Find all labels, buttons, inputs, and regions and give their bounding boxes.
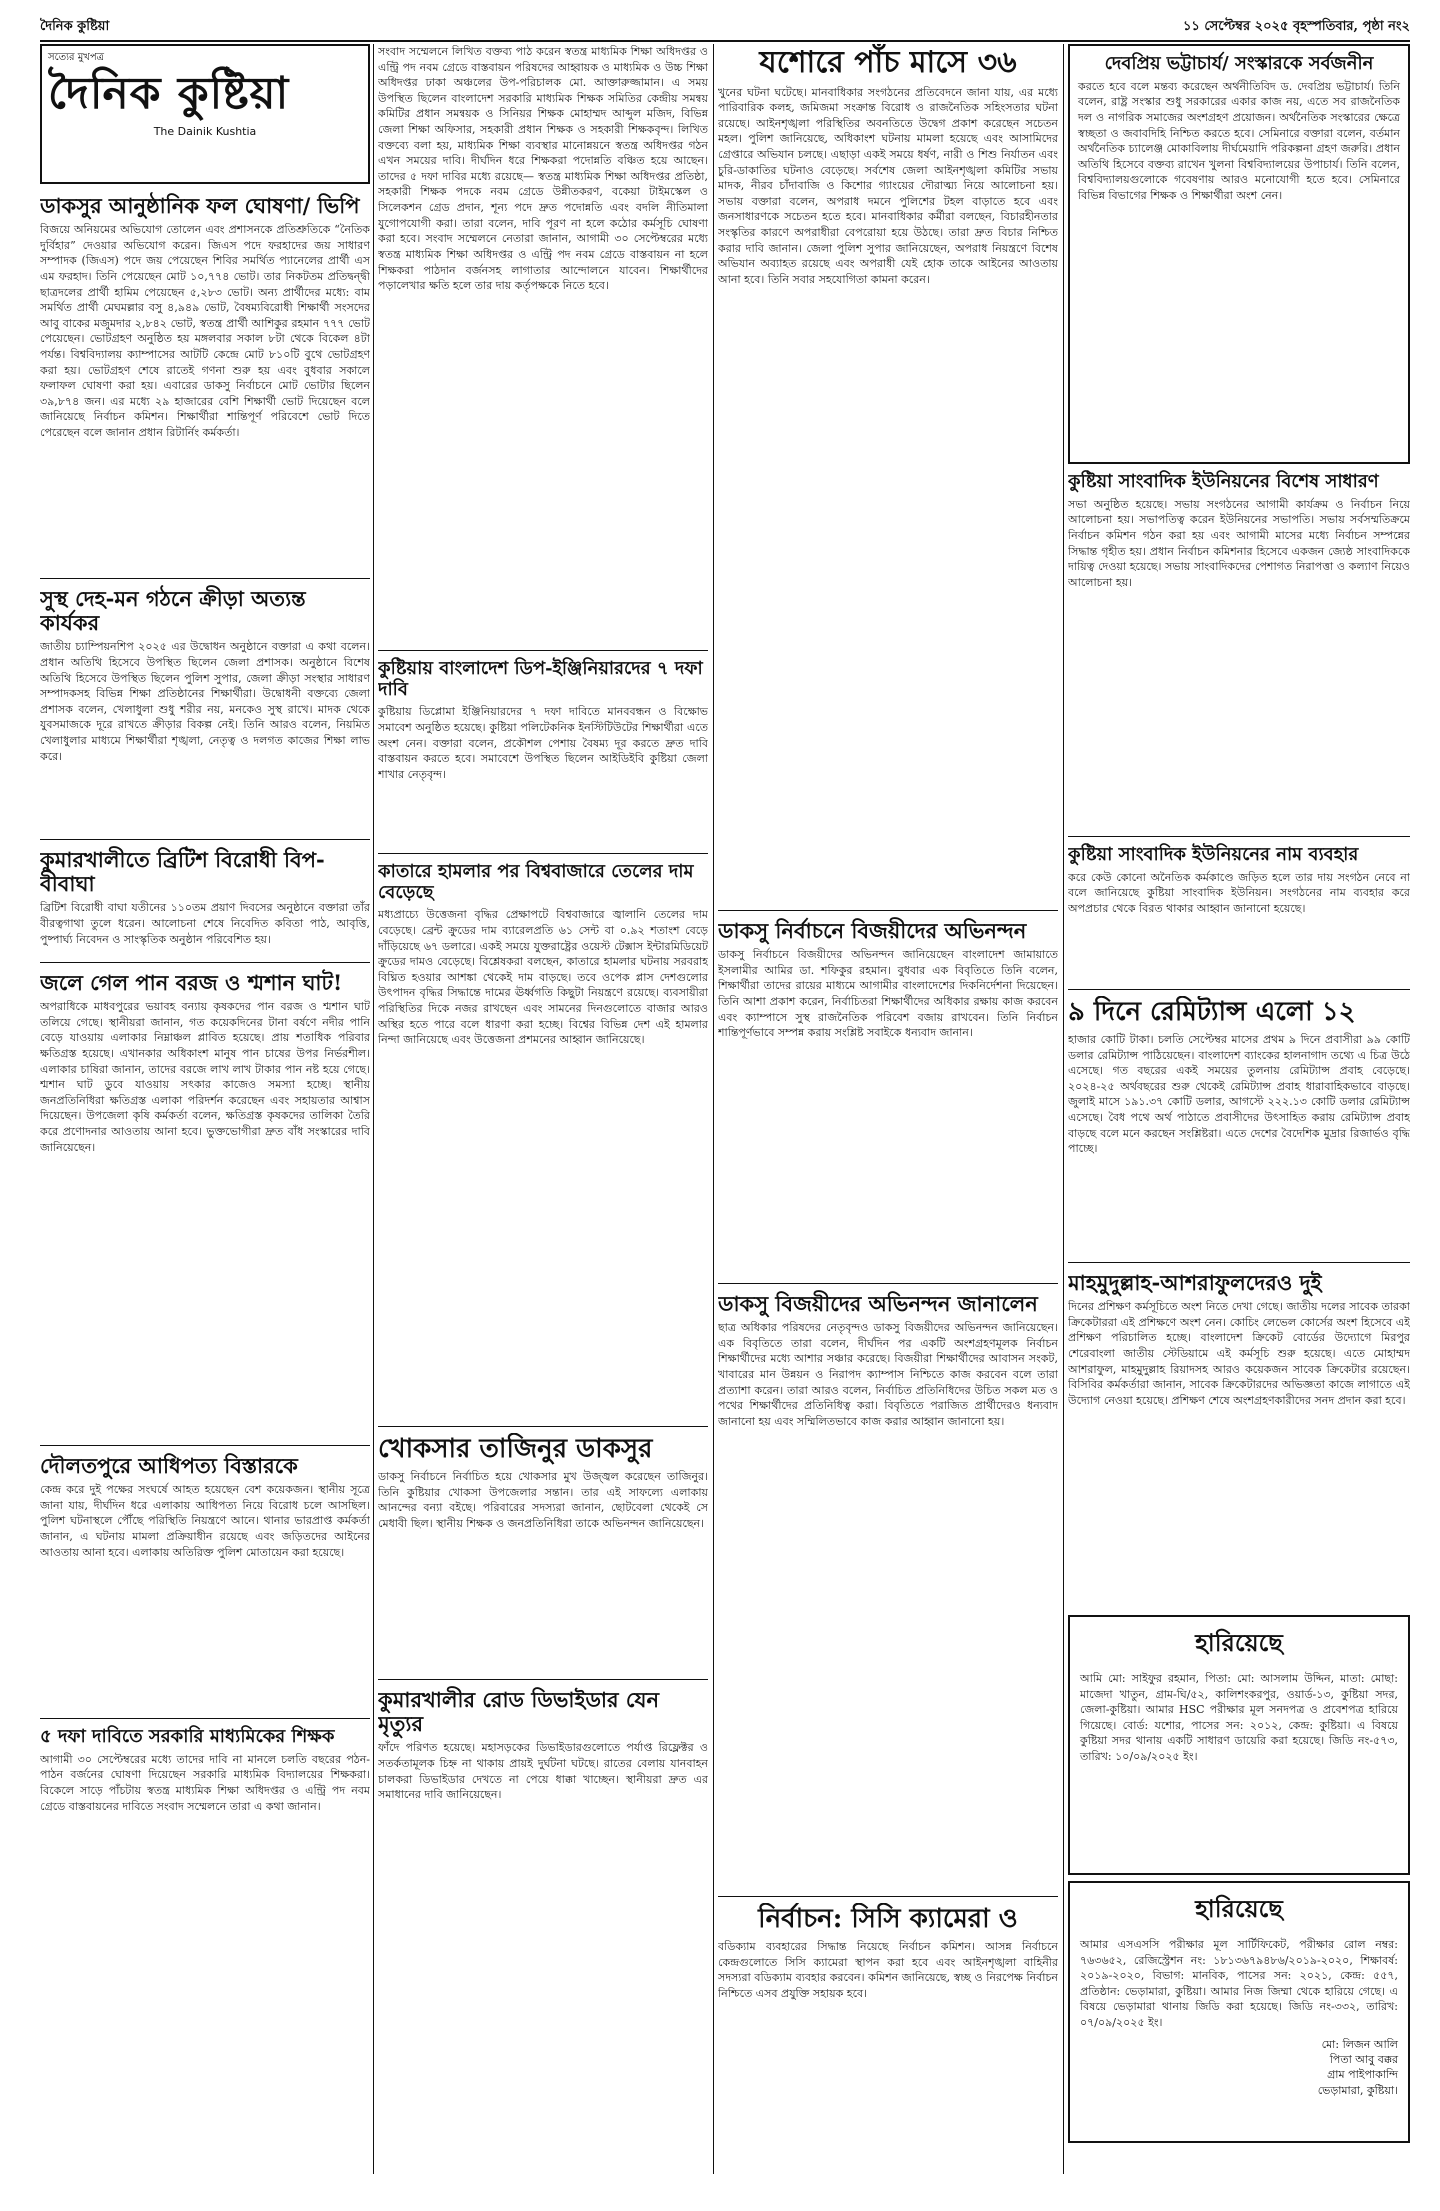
article-body: সভা অনুষ্ঠিত হয়েছে। সভায় সংগঠনের আগামী কার্যক্রম ও নির্বাচন নিয়ে আলোচনা হয়। সভাপতিত্ব করেন ইউনিয়নের সভাপতি। সভায় সর্বসম্মতিক্রমে নির্বাচন কমিশন গঠন করা হয় এবং আগামী মাসের মধ্যে নির্বাচন সম্পন্নের সিদ্ধান্ত গৃহীত হয়। প্রধান নির্বাচন কমিশনার হিসেবে একজন জ্যেষ্ঠ সাংবাদিককে দায়িত্ব দেওয়া হয়েছে। সভায় সাংবাদিকদের পেশাগত নিরাপত্তা ও কল্যাণ নিয়েও আলোচনা হয়। (1068, 497, 1410, 589)
headline: ডাকসুর আনুষ্ঠানিক ফল ঘোষণা/ ভিপি (40, 193, 360, 218)
divider (378, 853, 708, 854)
headline: কুমারখালীতে ব্রিটিশ বিরোধী বিপ-বীবাঘা (40, 847, 325, 897)
article-health (40, 585, 370, 833)
column-2 (378, 44, 708, 1932)
headline: ডাকসু বিজয়ীদের অভিনন্দন জানালেন (718, 1291, 1038, 1316)
masthead-title: দৈনিক কুষ্টিয়া (48, 68, 290, 119)
divider (1068, 836, 1410, 837)
article-road-divider (378, 1686, 708, 1926)
article-body: সংবাদ সম্মেলনে লিখিত বক্তব্য পাঠ করেন স্বতন্ত্র মাধ্যমিক শিক্ষা অধিদপ্তর ও এন্ট্রি পদ নবম গ্রেডে বাস্তবায়ন পরিষদের আহ্বায়ক ও মাধ্যমিক ও উচ্চ শিক্ষা অধিদপ্তর ঢাকা অঞ্চলের উপ-পরিচালক মো. আক্তারুজ্জামান। এ সময় উপস্থিত ছিলেন বাংলাদেশ সরকারি মাধ্যমিক শিক্ষক সমিতির কেন্দ্রীয় সমন্বয় কমিটির প্রধান সমন্বয়ক ও সিনিয়র শিক্ষক মোহাম্মদ আব্দুল মজিদ, বিভিন্ন জেলা শিক্ষা অফিসার, সহকারী প্রধান শিক্ষক ও সহকারী শিক্ষকবৃন্দ। লিখিত বক্তব্যে বলা হয়, মাধ্যমিক শিক্ষা ব্যবস্থার মানোন্নয়নে স্বতন্ত্র অধিদপ্তর গঠন এখন সময়ের দাবি। দীর্ঘদিন ধরে শিক্ষকরা পদোন্নতি বঞ্চিত হয়ে আছেন। তাদের ৫ দফা দাবির মধ্যে রয়েছে— স্বতন্ত্র মাধ্যমিক শিক্ষা অধিদপ্তর প্রতিষ্ঠা, সহকারী শিক্ষক পদকে নবম গ্রেডে উন্নীতকরণ, বকেয়া টাইমস্কেল ও সিলেকশন গ্রেড প্রদান, শূন্য পদে দ্রুত পদোন্নতি এবং বদলি নীতিমালা যুগোপযোগী করা। তারা বলেন, দাবি পূরণ না হলে কঠোর কর্মসূচি ঘোষণা করা হবে। সংবাদ সম্মেলনে নেতারা জানান, আগামী ৩০ সেপ্টেম্বরের মধ্যে স্বতন্ত্র মাধ্যমিক শিক্ষা অধিদপ্তর ও এন্ট্রি পদ নবম গ্রেডে বাস্তবায়ন না হলে শিক্ষকরা পাঠদান বর্জনসহ লাগাতার আন্দোলনে যাবেন। শিক্ষার্থীদের পড়ালেখার ক্ষতি হলে তার দায় কর্তৃপক্ষকে নিতে হবে। (378, 45, 708, 293)
article-body: ছাত্র অধিকার পরিষদের নেতৃবৃন্দও ডাকসু বিজয়ীদের অভিনন্দন জানিয়েছেন। এক বিবৃতিতে তারা বলেন, দীর্ঘদিন পর একটি অংশগ্রহণমূলক নির্বাচন শিক্ষার্থীদের মধ্যে আশার সঞ্চার করেছে। বিজয়ীরা শিক্ষার্থীদের আবাসন সংকট, খাবারের মান উন্নয়ন ও নিরাপদ ক্যাম্পাস নিশ্চিতে কাজ করবেন বলে তারা প্রত্যাশা করেন। তারা আরও বলেন, নির্বাচিত প্রতিনিধিদের উচিত সকল মত ও পথের শিক্ষার্থীদের প্রতিনিধিত্ব করা। বিবৃতিতে পরাজিত প্রার্থীদেরও ধন্যবাদ জানানো হয় এবং সম্মিলিতভাবে কাজ করার আহ্বান জানানো হয়। (718, 1321, 1058, 1428)
headline: কুষ্টিয়ায় বাংলাদেশ ডিপ-ইঞ্জিনিয়ারদের ৭ দফা দাবি (378, 658, 703, 700)
divider (40, 839, 370, 840)
article-khoksa (378, 1433, 708, 1673)
article-flood (40, 969, 370, 1439)
column-1 (40, 44, 370, 1911)
divider (40, 578, 370, 579)
headline: ৫ দফা দাবিতে সরকারি মাধ্যমিকের শিক্ষক (40, 1726, 335, 1747)
article-body: কেন্দ্র করে দুই পক্ষের সংঘর্ষে আহত হয়েছেন বেশ কয়েকজন। স্থানীয় সূত্রে জানা যায়, দীর্ঘদিন ধরে এলাকায় আধিপত্য নিয়ে বিরোধ চলে আসছিল। পুলিশ ঘটনাস্থলে পৌঁছে পরিস্থিতি নিয়ন্ত্রণে আনে। থানার ভারপ্রাপ্ত কর্মকর্তা জানান, এ ঘটনায় মামলা প্রক্রিয়াধীন রয়েছে এবং জড়িতদের আইনের আওতায় আনা হবে। এলাকায় অতিরিক্ত পুলিশ মোতায়েন করা হয়েছে। (40, 1483, 370, 1559)
article-jessore (718, 44, 1058, 904)
headline: ডাকসু নির্বাচনে বিজয়ীদের অভিনন্দন (718, 918, 1027, 943)
classified-body: আমি মো: সাইফুর রহমান, পিতা: মো: আসলাম উদ্দিন, মাতা: মোছা: মাজেদা খাতুন, গ্রাম-ঘি/৫২, কালিশংকরপুর, ওয়ার্ড-১৩, কুষ্টিয়া সদর, জেলা-কুষ্টিয়া। আমার HSC পরীক্ষার মূল সনদপত্র ও প্রবেশপত্র হারিয়ে গিয়েছে। বোর্ড: যশোর, পাসের সন: ২০১২, কেন্দ্র: কুষ্টিয়া। এ বিষয়ে কুষ্টিয়া সদর থানায় একটি সাধারণ ডায়েরি করা হয়েছে। জিডি নং-৫৭৩, তারিখ: ১০/০৯/২০২৫ ইং। (1080, 1672, 1398, 1764)
article-body: ব্রিটিশ বিরোধী বাঘা যতীনের ১১০তম প্রয়াণ দিবসের অনুষ্ঠানে বক্তারা তাঁর বীরত্বগাথা তুলে ধরেন। আলোচনা শেষে নিবেদিত কবিতা পাঠ, আবৃত্তি, পুষ্পার্ঘ্য নিবেদন ও সাংস্কৃতিক অনুষ্ঠান পরিবেশিত হয়। (40, 901, 370, 946)
headline: দৌলতপুরে আধিপত্য বিস্তারকে (40, 1453, 298, 1478)
classified-signature: মো: লিজন আলি পিতা আবু বক্কর গ্রাম পাইপাকান্দি ভেড়ামারা, কুষ্টিয়া। (1317, 2037, 1398, 2097)
article-body: করে কেউ কোনো অনৈতিক কর্মকাণ্ডে জড়িত হলে তার দায় সংগঠন নেবে না বলে জানিয়েছে কুষ্টিয়া সাংবাদিক ইউনিয়ন। সংগঠনের নাম ব্যবহার করে অপপ্রচার থেকে বিরত থাকার আহ্বান জানানো হয়েছে। (1068, 870, 1410, 915)
headline: দেবপ্রিয় ভট্টাচার্য/ সংস্কারকে সর্বজনীন (1104, 53, 1374, 74)
article-remittance (1068, 996, 1410, 1256)
article-body: ফাঁদে পরিণত হয়েছে। মহাসড়কের ডিভাইডারগুলোতে পর্যাপ্ত রিফ্লেক্টর ও সতর্কতামূলক চিহ্ন না থাকায় প্রায়ই দুর্ঘটনা ঘটছে। রাতের বেলায় যানবাহন চালকরা ডিভাইডার দেখতে না পেয়ে ধাক্কা খাচ্ছেন। স্থানীয়রা দ্রুত এর সমাধানের দাবি জানিয়েছেন। (378, 1741, 708, 1802)
article-body: অপরাধিকে মাধবপুরের ভয়াবহ বন্যায় কৃষকদের পান বরজ ও শ্মশান ঘাট তলিয়ে গেছে। স্থানীয়রা জানান, গত কয়েকদিনের টানা বর্ষণে নদীর পানি বেড়ে যাওয়ায় এলাকার নিম্নাঞ্চল প্লাবিত হয়েছে। প্রায় শতাধিক পরিবার ক্ষতিগ্রস্ত হয়েছে। এখানকার অধিকাংশ মানুষ পান চাষের উপর নির্ভরশীল। এলাকার চাষিরা জানান, তাদের বরজে লাখ লাখ টাকার পান নষ্ট হয়ে গেছে। শ্মশান ঘাট ডুবে যাওয়ায় সৎকার কাজেও সমস্যা হচ্ছে। স্থানীয় জনপ্রতিনিধিরা ক্ষতিগ্রস্ত এলাকা পরিদর্শন করেছেন এবং সহায়তার আশ্বাস দিয়েছেন। উপজেলা কৃষি কর্মকর্তা বলেন, ক্ষতিগ্রস্ত কৃষকদের তালিকা তৈরি করে প্রণোদনার আওতায় আনা হবে। ভুক্তভোগীরা দ্রুত বাঁধ সংস্কারের দাবি জানিয়েছেন। (40, 1000, 370, 1154)
masthead (40, 44, 370, 184)
classified-lost-1 (1068, 1615, 1410, 1875)
article-devpriya (1068, 44, 1410, 464)
headline: কুষ্টিয়া সাংবাদিক ইউনিয়নের নাম ব্যবহার (1068, 844, 1359, 865)
article-body: করতে হবে বলে মন্তব্য করেছেন অর্থনীতিবিদ ড. দেবপ্রিয় ভট্টাচার্য। তিনি বলেন, রাষ্ট্র সংস্কার শুধু সরকারের একার কাজ নয়, এতে সব রাজনৈতিক দল ও নাগরিক সমাজের অংশগ্রহণ প্রয়োজন। অর্থনৈতিক সংস্কারের ক্ষেত্রে স্বচ্ছতা ও জবাবদিহি নিশ্চিত করতে হবে। সেমিনারে বক্তারা বলেন, বর্তমান অর্থনৈতিক চ্যালেঞ্জ মোকাবিলায় দীর্ঘমেয়াদি পরিকল্পনা গ্রহণ জরুরি। প্রধান অতিথি হিসেবে বক্তব্য রাখেন খুলনা বিশ্ববিদ্যালয়ের উপাচার্য। তিনি বলেন, বিশ্ববিদ্যালয়গুলোকে গবেষণায় আরও মনোযোগী হতে হবে। সেমিনারে বিভিন্ন বিভাগের শিক্ষক ও শিক্ষার্থীরা অংশ নেন। (1078, 79, 1400, 202)
article-kumarkhali-british (40, 846, 370, 956)
headline: কাতারে হামলার পর বিশ্ববাজারে তেলের দাম বেড়েছে (378, 861, 694, 903)
article-journalists-name (1068, 843, 1410, 983)
article-body: খুনের ঘটনা ঘটেছে। মানবাধিকার সংগঠনের প্রতিবেদনে জানা যায়, এর মধ্যে পারিবারিক কলহ, জমিজমা সংক্রান্ত বিরোধ ও রাজনৈতিক সহিংসতার ঘটনা রয়েছে। আইনশৃঙ্খলা পরিস্থিতির অবনতিতে উদ্বেগ প্রকাশ করেছেন সচেতন মহল। পুলিশ জানিয়েছে, অধিকাংশ ঘটনায় মামলা হয়েছে এবং আসামিদের গ্রেপ্তারে অভিযান চলছে। এছাড়া একই সময়ে ধর্ষণ, নারী ও শিশু নির্যাতন এবং চুরি-ডাকাতির ঘটনাও বেড়েছে। সর্বশেষ জেলা আইনশৃঙ্খলা কমিটির সভায় মাদক, নীরব চাঁদাবাজি ও কিশোর গ্যাংয়ের দৌরাত্ম্য নিয়ে আলোচনা হয়। সভায় বক্তারা বলেন, অপরাধ দমনে পুলিশের টহল বাড়াতে হবে এবং জনসাধারণকে সচেতন হতে হবে। মানবাধিকার কর্মীরা বলছেন, বিচারহীনতার সংস্কৃতির কারণে অপরাধীরা বেপরোয়া হয়ে উঠছে। তারা দ্রুত বিচার নিশ্চিত করার দাবি জানান। জেলা পুলিশ সুপার জানিয়েছেন, অপরাধ নিয়ন্ত্রণে বিশেষ অভিযান অব্যাহত রয়েছে এবং অপরাধী যেই হোক তাকে আইনের আওতায় আনা হবে। তিনি সবার সহযোগিতা কামনা করেন। (718, 85, 1058, 286)
article-journalists-meeting (1068, 470, 1410, 830)
article-body: বডিক্যাম ব্যবহারের সিদ্ধান্ত নিয়েছে নির্বাচন কমিশন। আসন্ন নির্বাচনে কেন্দ্রগুলোতে সিসি ক্যামেরা স্থাপন করা হবে এবং আইনশৃঙ্খলা বাহিনীর সদস্যরা বডিক্যাম ব্যবহার করবেন। কমিশন জানিয়েছে, স্বচ্ছ ও নিরপেক্ষ নির্বাচন নিশ্চিতে এসব প্রযুক্তি সহায়ক হবে। (718, 1939, 1058, 2000)
classified-body: আমার এসএসসি পরীক্ষার মূল সার্টিফিকেট, পরীক্ষার রোল নম্বর: ৭৬৩৬৫২, রেজিস্ট্রেশন নং: ১৮১৩৬৭৯৪৮৬/২০১৯-২০২০, শিক্ষাবর্ষ: ২০১৯-২০২০, বিভাগ: মানবিক, পাসের সন: ২০২১, কেন্দ্র: ৫৫৭, প্রতিষ্ঠান: ভেড়ামারা, কুষ্টিয়া। আমার নিজ জিম্মা থেকে হারিয়ে গেছে। এ বিষয়ে ভেড়ামারা থানায় জিডি করা হয়েছে। জিডি নং-৩৩২, তারিখ: ০৭/০৯/২০২৫ ইং। (1080, 1938, 1398, 2030)
divider (40, 1718, 370, 1719)
column-4 (1068, 44, 1410, 2143)
article-cctv (718, 1903, 1058, 2103)
article-daulatpur (40, 1452, 370, 1712)
divider (378, 1426, 708, 1427)
column-rule-1 (373, 44, 374, 2174)
classified-title: হারিয়েছে (1195, 1628, 1283, 1657)
article-teachers (40, 1725, 370, 1905)
headline: কুমারখালীর রোড ডিভাইডার যেন মৃত্যুর (378, 1687, 660, 1737)
article-ducsu-congrats-2 (718, 1290, 1058, 1890)
headline: ৯ দিনে রেমিট্যান্স এলো ১২ (1068, 997, 1356, 1027)
divider (378, 650, 708, 651)
divider (718, 1283, 1058, 1284)
header-paper-name: দৈনিক কুষ্টিয়া (40, 18, 110, 34)
classified-title: হারিয়েছে (1195, 1894, 1283, 1923)
divider (718, 910, 1058, 911)
divider (40, 962, 370, 963)
headline: খোকসার তাজিনুর ডাকসুর (378, 1434, 653, 1464)
divider (40, 1445, 370, 1446)
article-ducsu-congrats-1 (718, 917, 1058, 1277)
divider (718, 1896, 1058, 1897)
headline: মাহমুদুল্লাহ-আশরাফুলদেরও দুই (1068, 1270, 1322, 1295)
headline: যশোরে পাঁচ মাসে ৩৬ (759, 45, 1017, 80)
headline: সুস্থ দেহ-মন গঠনে ক্রীড়া অত্যন্ত কার্যকর (40, 586, 306, 636)
column-rule-3 (1063, 44, 1064, 2174)
article-ducsu-result (40, 192, 370, 572)
article-body: জাতীয় চ্যাম্পিয়নশিপ ২০২৫ এর উদ্বোধন অনুষ্ঠানে বক্তারা এ কথা বলেন। প্রধান অতিথি হিসেবে উপস্থিত ছিলেন জেলা প্রশাসক। অনুষ্ঠানে বিশেষ অতিথি হিসেবে উপস্থিত ছিলেন পুলিশ সুপার, জেলা ক্রীড়া সংস্থার সাধারণ সম্পাদকসহ বিভিন্ন শিক্ষা প্রতিষ্ঠানের শিক্ষার্থীরা। উদ্বোধনী বক্তব্যে জেলা প্রশাসক বলেন, খেলাধুলা শুধু শরীর নয়, মনকেও সুস্থ রাখে। মাদক থেকে যুবসমাজকে দূরে রাখতে ক্রীড়ার বিকল্প নেই। তিনি আরও বলেন, নিয়মিত খেলাধুলার মাধ্যমে শিক্ষার্থীরা শৃঙ্খলা, নেতৃত্ব ও দলগত কাজের শিক্ষা লাভ করে। (40, 640, 370, 763)
column-rule-2 (713, 44, 714, 2174)
article-body: বিজয়ে অনিয়মের অভিযোগ তোলেন এবং প্রশাসনকে প্রতিশ্রুতিকে “নৈতিক দুর্বিহার” দেওয়ার অভিযোগ করেন। জিএস পদে ফরহাদের জয় সাধারণ সম্পাদক (জিএস) পদে জয় পেয়েছেন শিবির সমর্থিত প্যানেলের প্রার্থী এস এম ফরহাদ। তিনি পেয়েছেন মোট ১০,৭৭৪ ভোট। তার নিকটতম প্রতিদ্বন্দ্বী ছাত্রদলের প্রার্থী হামিম পেয়েছেন ৫,২৮৩ ভোট। অন্য প্রার্থীদের মধ্যে: বাম সমর্থিত প্রার্থী মেঘমল্লার বসু ৪,৯৪৯ ভোট, বৈষম্যবিরোধী শিক্ষার্থী সংসদের আবু বাকের মজুমদার ২,৮৪২ ভোট, স্বতন্ত্র প্রার্থী আশিকুর রহমান ৭৭৭ ভোট পেয়েছেন। ভোটগ্রহণ অনুষ্ঠিত হয় মঙ্গলবার সকাল ৮টা থেকে বিকেল ৪টা পর্যন্ত। বিশ্ববিদ্যালয় ক্যাম্পাসের আটটি কেন্দ্রে মোট ৮১০টি বুথে ভোটগ্রহণ করা হয়। ভোটগ্রহণ শেষে রাতেই গণনা শুরু হয় এবং বুধবার সকালে ফলাফল ঘোষণা করা হয়। এবারের ডাকসু নির্বাচনে মোট ভোটার ছিলেন ৩৯,৮৭৪ জন। এর মধ্যে ২৯ হাজারের বেশি শিক্ষার্থী ভোট দিয়েছেন বলে জানিয়েছে নির্বাচন কমিশন। শিক্ষার্থীরা শান্তিপূর্ণ পরিবেশে ভোট দিতে পেরেছেন বলে জানান প্রধান রিটার্নিং কর্মকর্তা। (40, 223, 370, 440)
headline: জলে গেল পান বরজ ও শ্মশান ঘাট! (40, 970, 343, 995)
article-mahmudullah (1068, 1269, 1410, 1609)
divider (1068, 989, 1410, 990)
article-engineers (378, 657, 708, 847)
classified-lost-2 (1068, 1881, 1410, 2143)
headline: নির্বাচন: সিসি ক্যামেরা ও (758, 1904, 1018, 1934)
page-header (40, 14, 1410, 42)
article-body: কুষ্টিয়ায় ডিপ্লোমা ইঞ্জিনিয়ারদের ৭ দফা দাবিতে মানববন্ধন ও বিক্ষোভ সমাবেশ অনুষ্ঠিত হয়েছে। কুষ্টিয়া পলিটেকনিক ইনস্টিটিউটের শিক্ষার্থীরা এতে অংশ নেন। বক্তারা বলেন, প্রকৌশল পেশায় বৈষম্য দূর করতে দ্রুত দাবি বাস্তবায়ন করতে হবে। সমাবেশে উপস্থিত ছিলেন আইডিইবি কুষ্টিয়া জেলা শাখার নেতৃবৃন্দ। (378, 705, 708, 781)
masthead-subtitle: The Dainik Kushtia (153, 125, 257, 139)
article-body: হাজার কোটি টাকা। চলতি সেপ্টেম্বর মাসের প্রথম ৯ দিনে প্রবাসীরা ৯৯ কোটি ডলার রেমিট্যান্স পাঠিয়েছেন। বাংলাদেশ ব্যাংকের হালনাগাদ তথ্যে এ চিত্র উঠে এসেছে। গত বছরের একই সময়ের তুলনায় রেমিট্যান্স প্রবাহ বেড়েছে। ২০২৪-২৫ অর্থবছরের শুরু থেকেই রেমিট্যান্স প্রবাহ ধারাবাহিকভাবে বাড়ছে। জুলাই মাসে ১৯১.৩৭ কোটি ডলার, আগস্টে ২২২.১৩ কোটি ডলার রেমিট্যান্স এসেছে। বৈধ পথে অর্থ পাঠাতে প্রবাসীদের উৎসাহিত করায় রেমিট্যান্স প্রবাহ বাড়ছে বলে মনে করছেন সংশ্লিষ্টরা। এতে দেশের বৈদেশিক মুদ্রার রিজার্ভও বৃদ্ধি পাচ্ছে। (1068, 1032, 1410, 1156)
column-3 (718, 44, 1058, 2109)
article-body: আগামী ৩০ সেপ্টেম্বরের মধ্যে তাদের দাবি না মানলে চলতি বছরের পঠন-পাঠন বর্জনের ঘোষণা দিয়েছেন সরকারি মাধ্যমিক বিদ্যালয়ের শিক্ষকরা। বিকেলে সাড়ে পাঁচটায় স্বতন্ত্র মাধ্যমিক শিক্ষা অধিদপ্তর ও এন্ট্রি পদ নবম গ্রেডে বাস্তবায়নের দাবিতে সংবাদ সম্মেলনে তারা এ কথা জানান। (40, 1752, 370, 1813)
article-teachers-continued (378, 44, 708, 644)
article-oil-price (378, 860, 708, 1420)
divider (378, 1679, 708, 1680)
headline: কুষ্টিয়া সাংবাদিক ইউনিয়নের বিশেষ সাধারণ (1068, 471, 1379, 492)
article-body: মধ্যপ্রাচ্যে উত্তেজনা বৃদ্ধির প্রেক্ষাপটে বিশ্ববাজারে জ্বালানি তেলের দাম বেড়েছে। ব্রেন্ট ক্রুডের দাম ব্যারেলপ্রতি ৬১ সেন্ট বা ০.৯২ শতাংশ বেড়ে দাঁড়িয়েছে ৬৭ ডলারে। একই সময়ে যুক্তরাষ্ট্রের ওয়েস্ট টেক্সাস ইন্টারমিডিয়েট ক্রুডের দামও বেড়েছে। বিশ্লেষকরা বলছেন, কাতারে হামলার ঘটনায় সরবরাহ বিঘ্নিত হওয়ার আশঙ্কা থেকেই দাম বাড়ছে। তবে ওপেক প্লাস দেশগুলোর উৎপাদন বৃদ্ধির সিদ্ধান্তে দামের ঊর্ধ্বগতি কিছুটা নিয়ন্ত্রণে রয়েছে। ব্যবসায়ীরা পরিস্থিতির দিকে নজর রাখছেন এবং সামনের দিনগুলোতে বাজার আরও অস্থির হতে পারে বলে ধারণা করা হচ্ছে। বিশ্বের বিভিন্ন দেশ এই হামলার নিন্দা জানিয়েছে এবং উত্তেজনা প্রশমনের আহ্বান জানিয়েছে। (378, 908, 708, 1047)
divider (1068, 1262, 1410, 1263)
article-body: ডাকসু নির্বাচনে নির্বাচিত হয়ে খোকসার মুখ উজ্জ্বল করেছেন তাজিনুর। তিনি কুষ্টিয়ার খোকসা উপজেলার সন্তান। তার এই সাফল্যে এলাকায় আনন্দের বন্যা বইছে। পরিবারের সদস্যরা জানান, ছোটবেলা থেকেই সে মেধাবী ছিল। স্থানীয় শিক্ষক ও জনপ্রতিনিধিরা তাকে অভিনন্দন জানিয়েছেন। (378, 1469, 708, 1530)
header-date-page: ১১ সেপ্টেম্বর ২০২৫ বৃহস্পতিবার, পৃষ্ঠা নং২ (1182, 18, 1410, 34)
article-body: ডাকসু নির্বাচনে বিজয়ীদের অভিনন্দন জানিয়েছেন বাংলাদেশ জামায়াতে ইসলামীর আমির ডা. শফিকুর রহমান। বুধবার এক বিবৃতিতে তিনি বলেন, শিক্ষার্থীরা তাদের রায়ের মাধ্যমে আগামীর বাংলাদেশের দিকনির্দেশনা দিয়েছেন। তিনি আশা প্রকাশ করেন, নির্বাচিতরা শিক্ষার্থীদের অধিকার রক্ষায় কাজ করবেন এবং ক্যাম্পাসে সুস্থ রাজনৈতিক পরিবেশ বজায় রাখবেন। তিনি নির্বাচন শান্তিপূর্ণভাবে সম্পন্ন করায় সংশ্লিষ্ট সবাইকে ধন্যবাদ জানান। (718, 948, 1058, 1040)
article-body: দিনের প্রশিক্ষণ কর্মসূচিতে অংশ নিতে দেখা গেছে। জাতীয় দলের সাবেক তারকা ক্রিকেটাররা এই প্রশিক্ষণে অংশ নেন। কোচিং লেভেল কোর্সের অংশ হিসেবে এই প্রশিক্ষণ পরিচালিত হচ্ছে। বাংলাদেশ ক্রিকেট বোর্ডের উদ্যোগে মিরপুর শেরেবাংলা জাতীয় স্টেডিয়ামে এই কর্মসূচি শুরু হয়েছে। এতে মোহাম্মদ আশরাফুল, মাহমুদুল্লাহ রিয়াদসহ আরও কয়েকজন সাবেক ক্রিকেটার রয়েছেন। বিসিবির কর্মকর্তারা জানান, সাবেক ক্রিকেটারদের অভিজ্ঞতা কাজে লাগাতে এই উদ্যোগ নেওয়া হয়েছে। প্রশিক্ষণ শেষে অংশগ্রহণকারীদের সনদ প্রদান করা হবে। (1068, 1300, 1410, 1407)
masthead-tagline: সত্যের মুখপত্র (48, 52, 104, 63)
